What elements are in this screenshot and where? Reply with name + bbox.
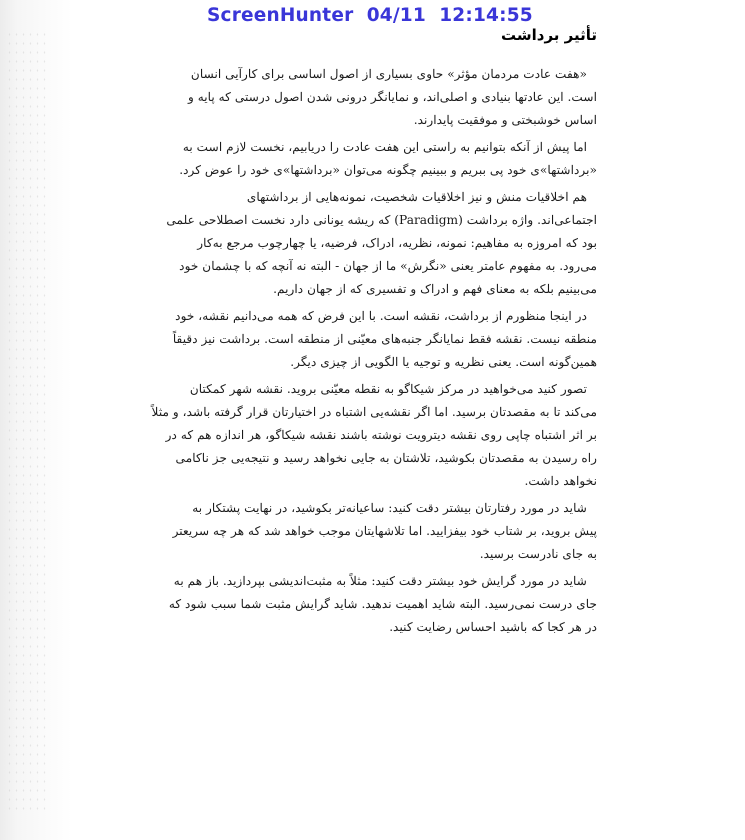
text-line: به جای نادرست برسید. (479, 547, 597, 561)
paragraph (142, 63, 597, 132)
paragraph (142, 378, 597, 493)
text-line: راه رسیدن به مقصدتان بکوشید، تلاشتان به جایی نخواهد رسید و نتیجه‌یی جز ناکامی (175, 451, 597, 465)
text-line: در هر کجا که باشید احساس رضایت کنید. (389, 620, 597, 634)
text-line: است. این عادتها بنیادی و اصلی‌اند، و نمایانگر درونی شدن اصول درستی که پایه و (187, 90, 597, 104)
text-line: هم اخلاقیات منش و نیز اخلاقیات شخصیت، نمونه‌هایی از برداشتهای (246, 190, 587, 204)
text-line: می‌کند تا به مقصدتان برسید. اما اگر نقشه‌یی اشتباه در اختیارتان قرار گرفته باشد، و مثلاً (151, 405, 597, 419)
text-line: بود که امروزه به مفاهیم: نمونه، نظریه، ادراک، فرضیه، یا چهارچوب مرجع به‌کار (197, 236, 597, 250)
screenhunter-watermark: ScreenHunter 04/11 12:14:55 (207, 5, 533, 26)
text-line: تصور کنید می‌خواهید در مرکز شیکاگو به نقطه معیّنی بروید. نقشه شهر کمکتان (189, 382, 587, 396)
text-line: همین‌گونه است. یعنی نظریه و توجیه یا الگویی از چیزی دیگر. (290, 355, 597, 369)
text-line: منطقه نیست. نقشه فقط نمایانگر جنبه‌های معیّنی از منطقه است. برداشت نیز دقیقاً (172, 332, 597, 346)
text-line: اما پیش از آنکه بتوانیم به راستی این هفت عادت را دریابیم، نخست لازم است به (182, 140, 587, 154)
text-line: جای درست نمی‌رسید. البته شاید اهمیت ندهید. شاید گرایش مثبت شما سبب شود که (168, 597, 597, 611)
text-line: اجتماعی‌اند. واژه برداشت (Paradigm) که ریشه یونانی دارد نخست اصطلاحی علمی (166, 213, 597, 227)
text-line: اساس خوشبختی و موفقیت پایدارند. (413, 113, 597, 127)
document-body (142, 63, 597, 643)
text-line: شاید در مورد گرایش خود بیشتر دقت کنید: مثلاً به مثبت‌اندیشی بپردازید. باز هم به (173, 574, 587, 588)
paragraph (142, 570, 597, 639)
text-line: «هفت عادت مردمان مؤثر» حاوی بسیاری از اصول اساسی برای کارآیی انسان (190, 67, 587, 81)
text-line: پیش بروید، بر شتاب خود بیفزایید. اما تلاشهایتان موجب خواهد شد که هر چه سریعتر (172, 524, 597, 538)
text-line: در اینجا منظورم از برداشت، نقشه است. با این فرض که همه می‌دانیم نقشه، خود (175, 309, 587, 323)
text-line: می‌بینیم بلکه به معنای فهم و ادراک و تفسیری که از جهان داریم. (273, 282, 597, 296)
paragraph (142, 186, 597, 301)
text-line: «برداشتها»ی خود پی ببریم و ببینیم چگونه می‌توان «برداشتها»ی خود را عوض کرد. (179, 163, 597, 177)
paragraph (142, 136, 597, 182)
text-line: بر اثر اشتباه چاپی روی نقشه دیترویت نوشته باشند نقشه شیکاگو، هر اندازه هم که در (165, 428, 597, 442)
paragraph (142, 497, 597, 566)
text-line: نخواهد داشت. (524, 474, 597, 488)
paragraph (142, 305, 597, 374)
document-title: تأثیر برداشت (500, 26, 597, 44)
scan-noise (6, 30, 46, 810)
text-line: شاید در مورد رفتارتان بیشتر دقت کنید: ساعیانه‌تر بکوشید، در نهایت پشتکار به (192, 501, 587, 515)
text-line: می‌رود. به مفهوم عامتر یعنی «نگرش» ما از جهان - البته نه آنچه که با چشمان خود (179, 259, 597, 273)
